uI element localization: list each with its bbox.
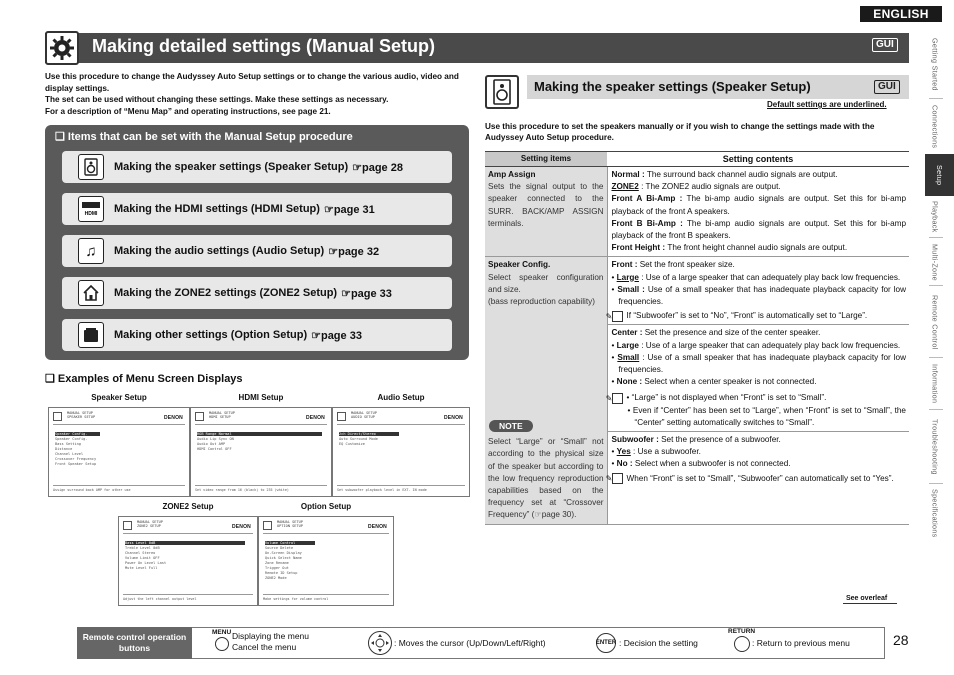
cursor-button-text: : Moves the cursor (Up/Down/Left/Right) [394, 638, 546, 648]
item-label: Making the audio settings (Audio Setup) [114, 245, 325, 257]
item-option-setup[interactable] [62, 319, 452, 351]
screen-line: 2ch Direct/Stereo [339, 432, 399, 436]
item-label: Making the speaker settings (Speaker Setup) [114, 161, 349, 173]
svg-text:HDMI: HDMI [84, 211, 98, 217]
menu-button-text: Displaying the menu Cancel the menu [232, 631, 310, 652]
screen-line: Source Delete [265, 546, 294, 550]
note-badge: NOTE [489, 420, 533, 432]
screen-label-hdmi: HDMI Setup [238, 393, 284, 402]
screen-line: Zone Rename [265, 561, 289, 565]
item-zone2-setup[interactable] [62, 277, 452, 309]
screen-speaker-setup [48, 407, 190, 497]
pencil-icon: ✎ [612, 393, 623, 404]
screen-line: EQ Customize [339, 442, 365, 446]
house-icon [78, 280, 104, 306]
screen-line: ZONE2 Mode [265, 576, 287, 580]
screen-line: Channel Stereo [125, 551, 156, 555]
page-ref[interactable]: ☞page 33 [311, 329, 362, 342]
setting-desc: Sets the signal output to the speaker connected to the SURR. BACK/AMP ASSIGN terminals. [488, 182, 604, 228]
screen-line: Bass Level 0dB [125, 541, 245, 545]
gear-icon [45, 31, 79, 65]
screen-line: Volume Limit OFF [125, 556, 160, 560]
screen-line: Quick Select Name [265, 556, 302, 560]
language-tab: ENGLISH [860, 6, 942, 22]
screen-header: MANUAL SETUP ZONE2 SETUP DENON [123, 520, 253, 534]
screen-line: Mute Level Full [125, 566, 158, 570]
examples-title: ❑ Examples of Menu Screen Displays [45, 373, 243, 385]
screen-line: Crossover Frequency [55, 457, 97, 461]
side-tab-troubleshooting[interactable]: Troubleshooting [930, 419, 940, 475]
item-label: Making the ZONE2 settings (ZONE2 Setup) [114, 287, 338, 299]
item-label: Making the HDMI settings (HDMI Setup) [114, 203, 320, 215]
screen-line: On-Screen Display [265, 551, 302, 555]
default-note: Default settings are underlined. [767, 100, 887, 109]
gui-badge: GUI [874, 80, 900, 94]
table-header: Setting items [485, 152, 607, 167]
screen-line: Volume Control [265, 541, 315, 545]
screen-line: Channel Level [55, 452, 84, 456]
screen-line: Trigger Out [265, 566, 289, 570]
screen-footer: Adjust the left channel output level [123, 594, 253, 602]
enter-button-text: : Decision the setting [619, 638, 698, 648]
screen-label-speaker: Speaker Setup [91, 393, 147, 402]
item-label: Making other settings (Option Setup) [114, 329, 308, 341]
screen-header: MANUAL SETUP OPTION SETUP DENON [263, 520, 389, 534]
screen-label-zone2: ZONE2 Setup [162, 502, 214, 511]
screen-line: Power On Level Last [125, 561, 167, 565]
side-tab-remote-control[interactable]: Remote Control [930, 294, 940, 350]
screen-header: MANUAL SETUP AUDIO SETUP DENON [337, 411, 465, 425]
screen-zone2-setup [118, 516, 258, 606]
cursor-button-icon [368, 631, 392, 655]
screen-header: MANUAL SETUP SPEAKER SETUP DENON [53, 411, 185, 425]
screen-label-audio: Audio Setup [377, 393, 425, 402]
item-hdmi-setup[interactable] [62, 193, 452, 225]
setting-name: Amp Assign [488, 170, 536, 179]
screen-hdmi-setup [190, 407, 332, 497]
side-tab-setup[interactable]: Setup [925, 154, 954, 196]
side-tab-getting-started[interactable]: Getting Started [930, 37, 940, 91]
pencil-icon: ✎ [612, 473, 623, 484]
pencil-icon: ✎ [612, 311, 623, 322]
screen-footer: Make settings for volume control [263, 594, 389, 602]
settings-table [485, 151, 909, 525]
screen-line: Speaker Config. [55, 437, 88, 441]
screen-line: Front Speaker Setup [55, 462, 97, 466]
screen-line: Remote ID Setup [265, 571, 298, 575]
screen-footer: Set video range from 16 (black) to 235 (white) [195, 485, 327, 493]
music-note-icon: ♫ [78, 238, 104, 264]
screen-footer: Set subwoofer playback level in EXT. IN mode [337, 485, 465, 493]
page-ref[interactable]: ☞page 33 [341, 287, 392, 300]
side-tab-information[interactable]: Information [930, 364, 940, 404]
setting-name: Speaker Config. [488, 260, 551, 270]
screen-line: HDMI Control OFF [197, 447, 232, 451]
screen-line: Auto Surround Mode [339, 437, 378, 441]
item-speaker-setup[interactable] [62, 151, 452, 183]
return-button-text: : Return to previous menu [752, 638, 850, 648]
screen-option-setup [258, 516, 394, 606]
return-button: RETURN [728, 628, 755, 652]
enter-button-icon: ENTER [596, 633, 616, 653]
screen-header: MANUAL SETUP HDMI SETUP DENON [195, 411, 327, 425]
table-row: Speaker Config. Select speaker configuration and size. (bass reproduction capability) NOTE Select “Large” or “Small” not according to the physical size of the speaker but according to the low frequency reproduction capabilities based on the frequency set at “Crossover Frequency” (☞page 30). Front : Set the front speaker size. • Large : Use of a large speaker that can adequately play back low frequencies. • Small : Use of a small speaker that has inadequate playback capacity for low frequencies. ✎ If “Subwoofer” is set to “No”, “Front” is automatically set to “Large”. Center : Set the presence and size of the center speaker. • Large : Use of a large speaker that can adequately play back low frequencies. • Small : Use of a small speaker that has inadequate playback capacity for low frequencies. • None : Select when a center speaker is not connected. ✎ • “Large” is not displayed when “Front” is set to “Small”. • Even if “Center” has been set to “Large”, when “Front” is set to “Small”, the “Center” setting automatically switches to “Small”. Subwoofer : Set the presence of a subwoofer. • Yes : Use a subwoofer. • No : Select when a subwoofer is not connected. ✎ When “Front” is set to “Small”, “Subwoofer” can automatically set to “Yes”. [485, 257, 909, 524]
items-title: ❑ Items that can be set with the Manual Setup procedure [55, 131, 353, 143]
section-title: Making the speaker settings (Speaker Setup) [534, 79, 811, 94]
side-tab-connections[interactable]: Connections [930, 105, 940, 149]
section-intro: Use this procedure to set the speakers manually or if you wish to change the settings made with the Audyssey Auto Setup procedure. [485, 122, 875, 142]
gui-badge: GUI [872, 38, 898, 52]
side-tab-multi-zone[interactable]: Multi-Zone [930, 243, 940, 281]
screen-audio-setup [332, 407, 470, 497]
page-ref[interactable]: ☞page 31 [323, 203, 375, 216]
note-text: Select “Large” or “Small” not according to the physical size of the speaker but according to the low frequency reproduction capabilities based on the frequency set at “Crossover Frequency” (☞page 30). [488, 437, 604, 520]
page-ref[interactable]: ☞page 28 [352, 161, 403, 174]
menu-button: MENU [212, 629, 231, 651]
speaker-icon [485, 75, 519, 109]
intro-text: Use this procedure to change the Audyssey Auto Setup settings or to change the various audio, video and display settings. The set can be used without changing these settings. Make these settings as necessary. For a description of “Menu Map” and operating instructions, see page 21. [45, 72, 459, 116]
page-number: 28 [893, 632, 909, 648]
item-audio-setup[interactable] [62, 235, 452, 267]
screen-line: Distance [55, 447, 73, 451]
screen-footer: Assign surround back AMP for other use [53, 485, 185, 493]
table-header: Setting contents [607, 152, 909, 167]
screen-line: Bass Setting [55, 442, 81, 446]
screen-label-option: Option Setup [300, 502, 352, 511]
screen-line: Audio Out AMP [197, 442, 226, 446]
screen-line: Audio Lip Sync ON [197, 437, 234, 441]
table-row: Amp Assign Sets the signal output to the speaker connected to the SURR. BACK/AMP ASSIGN terminals. Normal : The surround back channel audio signals are output. ZONE2 : The ZONE2 audio signals are output. Front A Bi-Amp : The bi-amp audio signals are output. Set this for bi-amp playback of the front A speakers. Front B Bi-Amp : The bi-amp audio signals are output. Set this for bi-amp playback of the front B speakers. Front Height : The front height channel audio signals are output. [485, 167, 909, 257]
side-tab-specifications[interactable]: Specifications [930, 488, 940, 538]
page-ref[interactable]: ☞page 32 [328, 245, 380, 258]
option-icon [78, 322, 104, 348]
see-overleaf-link[interactable]: See overleaf [843, 595, 897, 604]
screen-line: Speaker Config. [55, 432, 100, 436]
screen-line: RGB Range Normal [197, 432, 322, 436]
hdmi-icon [78, 196, 104, 222]
page-title: Making detailed settings (Manual Setup) [92, 36, 436, 56]
screen-line: Treble Level 0dB [125, 546, 160, 550]
speaker-icon [78, 154, 104, 180]
remote-buttons-label: Remote control operation buttons [77, 627, 192, 659]
side-tab-playback[interactable]: Playback [930, 201, 940, 233]
